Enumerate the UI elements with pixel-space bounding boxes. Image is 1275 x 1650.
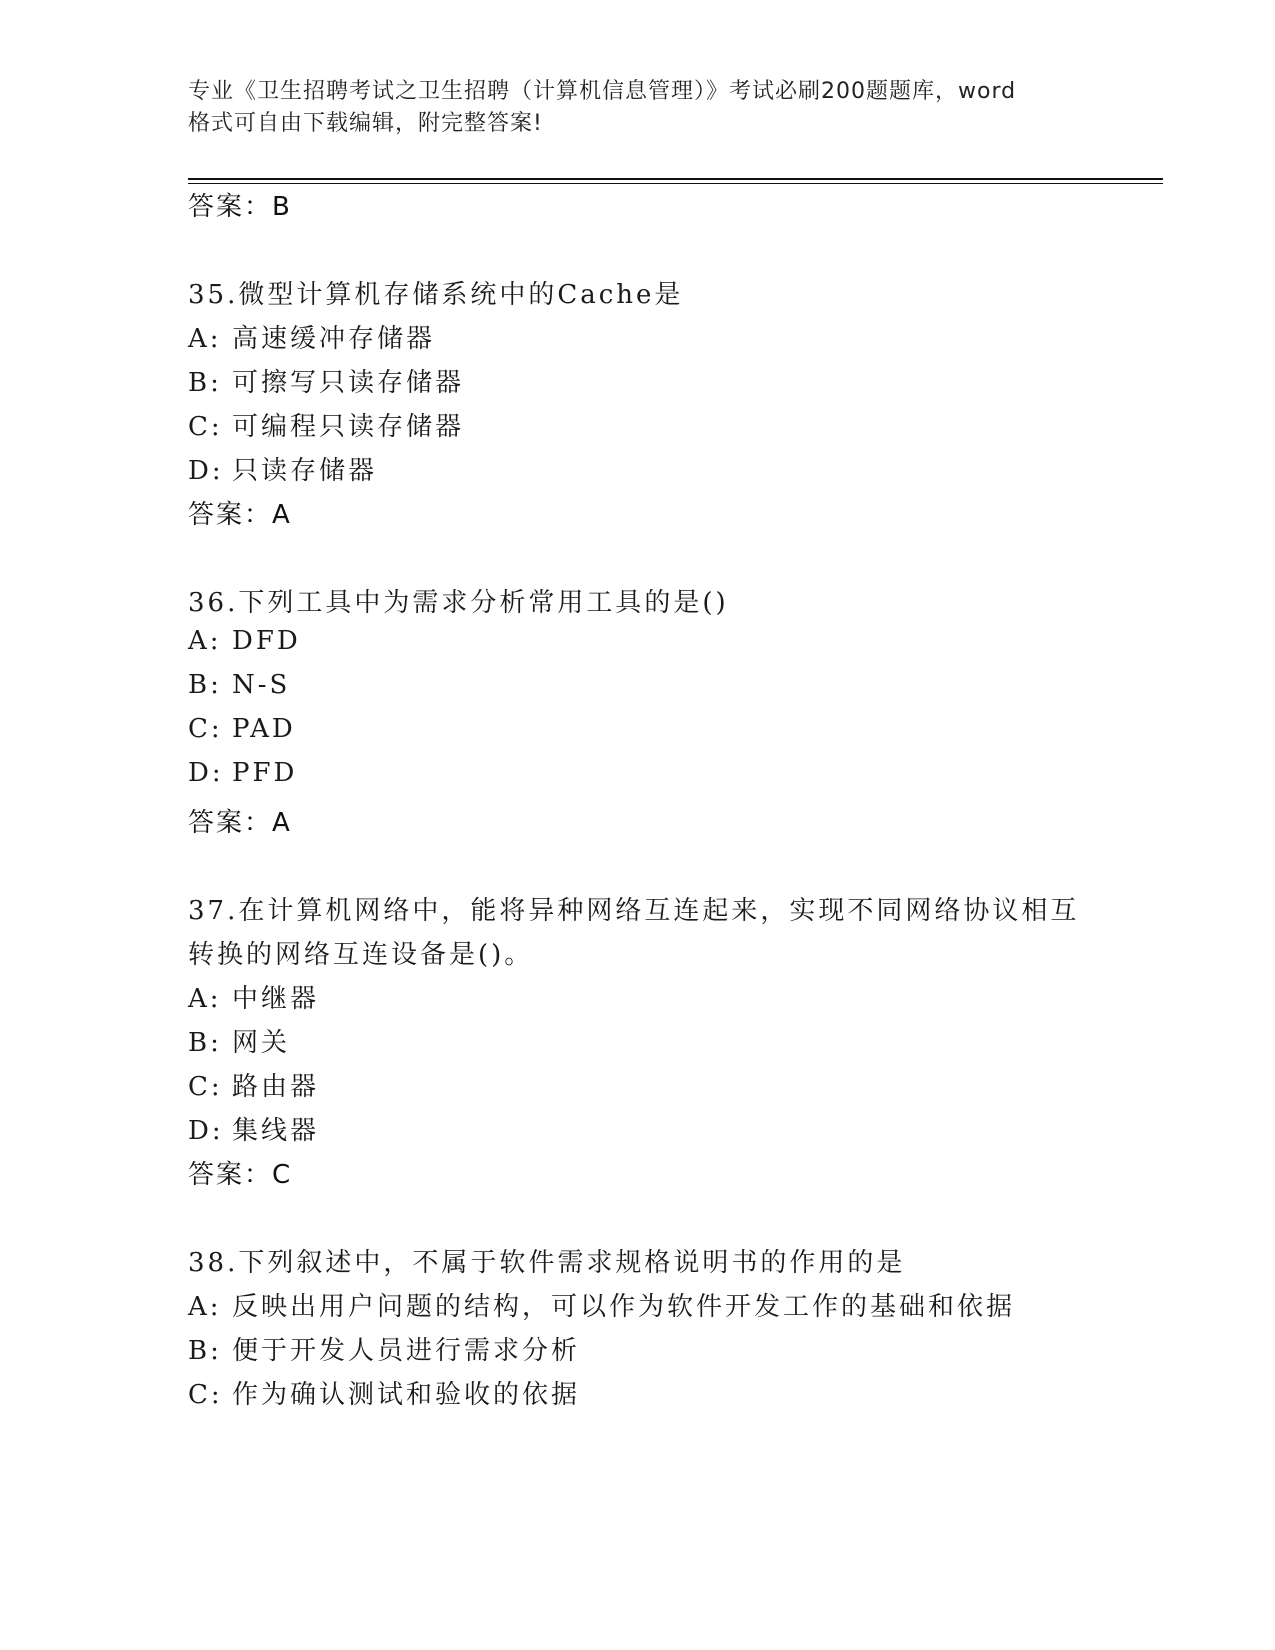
option-text: 高速缓冲存储器 [232, 324, 436, 354]
option-text: 便于开发人员进行需求分析 [232, 1336, 581, 1366]
header-line-1: 专业《卫生招聘考试之卫生招聘（计算机信息管理）》考试必刷200题题库，word [188, 79, 1017, 104]
header-divider-thick [188, 178, 1163, 180]
option-text: PAD [232, 714, 296, 744]
question-36-option-b [188, 670, 290, 700]
question-37-stem-line-2: 转换的网络互连设备是()。 [188, 940, 534, 970]
question-36-option-d [188, 758, 297, 788]
header-divider-thin [188, 183, 1163, 184]
option-label: B: [188, 368, 222, 398]
option-label: A: [188, 626, 222, 656]
question-38-option-a [188, 1286, 1015, 1323]
question-38-stem: 38.下列叙述中，不属于软件需求规格说明书的作用的是 [188, 1248, 906, 1278]
option-label: D: [188, 1116, 224, 1146]
question-35-answer: 答案：A [188, 500, 292, 530]
question-36-stem: 36.下列工具中为需求分析常用工具的是() [188, 588, 729, 618]
option-label: B: [188, 1028, 222, 1058]
question-35-option-c [188, 406, 464, 443]
option-label: C: [188, 412, 223, 442]
question-37-option-d [188, 1110, 319, 1147]
option-label: A: [188, 984, 222, 1014]
question-38-option-c [188, 1374, 580, 1411]
option-text: 只读存储器 [232, 456, 378, 486]
option-text: N-S [232, 670, 291, 700]
question-37-stem-line-1: 37.在计算机网络中，能将异种网络互连起来，实现不同网络协议相互 [188, 896, 1080, 926]
option-text: 可擦写只读存储器 [232, 368, 465, 398]
option-label: B: [188, 1336, 222, 1366]
question-37-option-c [188, 1066, 319, 1103]
option-text: DFD [232, 626, 301, 656]
question-35-option-b [188, 362, 464, 399]
header-line-2: 格式可自由下载编辑，附完整答案! [188, 111, 543, 136]
option-text: 反映出用户问题的结构，可以作为软件开发工作的基础和依据 [232, 1292, 1016, 1322]
document-header [188, 76, 1088, 140]
question-38-option-b [188, 1330, 580, 1367]
option-label: A: [188, 1292, 222, 1322]
option-text: 可编程只读存储器 [232, 412, 465, 442]
option-label: B: [188, 670, 222, 700]
question-35-option-a [188, 318, 435, 355]
option-label: C: [188, 1380, 223, 1410]
option-text: 网关 [232, 1028, 291, 1058]
option-text: 中继器 [232, 984, 320, 1014]
option-text: 路由器 [232, 1072, 320, 1102]
question-36-option-a [188, 626, 301, 656]
option-text: PFD [232, 758, 298, 788]
option-label: C: [188, 1072, 223, 1102]
option-label: D: [188, 456, 224, 486]
option-label: A: [188, 324, 222, 354]
question-36-answer: 答案：A [188, 808, 292, 838]
option-text: 集线器 [232, 1116, 320, 1146]
question-37-option-a [188, 978, 319, 1015]
option-label: D: [188, 758, 224, 788]
question-35-stem: 35.微型计算机存储系统中的Cache是 [188, 280, 684, 310]
question-36-option-c [188, 714, 296, 744]
option-text: 作为确认测试和验收的依据 [232, 1380, 581, 1410]
question-35-option-d [188, 450, 377, 487]
question-37-answer: 答案：C [188, 1160, 293, 1190]
option-label: C: [188, 714, 223, 744]
question-37-option-b [188, 1022, 290, 1059]
previous-answer: 答案：B [188, 192, 292, 222]
